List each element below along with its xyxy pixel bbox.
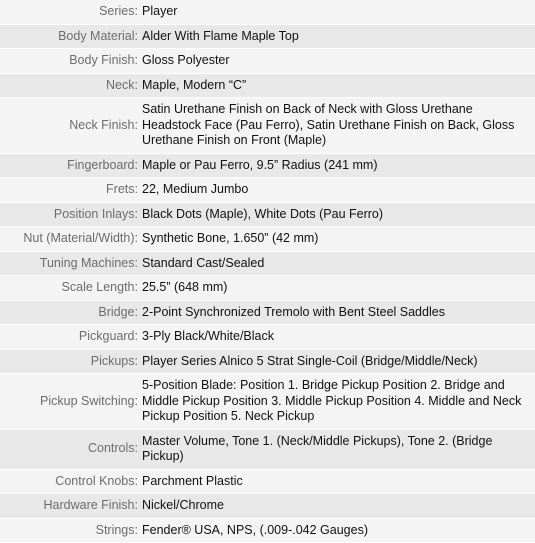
spec-label: Scale Length — [61, 280, 135, 294]
spec-label-cell: Neck: — [0, 73, 140, 98]
spec-row-series — [0, 0, 535, 24]
spec-label: Frets — [106, 182, 135, 196]
spec-label: Controls — [87, 441, 135, 456]
spec-value: Player Series Alnico 5 Strat Single-Coil (Bridge/Middle/Neck) — [140, 349, 535, 374]
spec-label-cell: Pickguard: — [0, 325, 140, 350]
spec-row-controls — [0, 429, 535, 469]
spec-row-pickups — [0, 349, 535, 374]
spec-value: Maple, Modern “C” — [140, 73, 535, 98]
spec-label-cell: Fingerboard: — [0, 153, 140, 178]
spec-label-cell: Bridge: — [0, 300, 140, 325]
spec-value: 25.5” (648 mm) — [140, 276, 535, 301]
spec-label-cell: Controls: — [0, 429, 140, 469]
spec-value: Satin Urethane Finish on Back of Neck with Gloss Urethane Headstock Face (Pau Ferro), Satin Urethane Finish on Back, Gloss Urethane Finish on Front (Maple) — [140, 98, 535, 154]
spec-row-nut — [0, 227, 535, 252]
spec-label-cell: Tuning Machines: — [0, 251, 140, 276]
spec-value: Master Volume, Tone 1. (Neck/Middle Pickups), Tone 2. (Bridge Pickup) — [140, 429, 535, 469]
spec-label-cell: Hardware Finish: — [0, 494, 140, 519]
spec-value: 2-Point Synchronized Tremolo with Bent Steel Saddles — [140, 300, 535, 325]
spec-label: Strings — [95, 522, 135, 537]
spec-label-cell: Nut (Material/Width): — [0, 227, 140, 252]
spec-row-pickup-switching — [0, 374, 535, 430]
spec-value: Synthetic Bone, 1.650” (42 mm) — [140, 227, 535, 252]
spec-label: Tuning Machines — [39, 255, 135, 270]
spec-value: 22, Medium Jumbo — [140, 178, 535, 203]
spec-label: Neck Finish — [69, 117, 135, 132]
spec-label-cell: Strings: — [0, 518, 140, 543]
spec-label-cell: Neck Finish: — [0, 98, 140, 154]
spec-label-cell: Control Knobs: — [0, 469, 140, 494]
spec-value: Nickel/Chrome — [140, 494, 535, 519]
spec-label: Control Knobs — [55, 473, 135, 488]
spec-label: Body Finish — [69, 53, 135, 67]
spec-value: Gloss Polyester — [140, 49, 535, 74]
spec-label: Pickup Switching — [40, 393, 135, 408]
spec-label-cell: Body Material: — [0, 24, 140, 49]
spec-row-neck-finish — [0, 98, 535, 154]
spec-label: Pickups — [90, 353, 135, 368]
spec-label: Neck — [106, 77, 135, 92]
spec-label-cell: Scale Length: — [0, 276, 140, 301]
spec-label: Body Material — [58, 28, 135, 43]
spec-row-frets — [0, 178, 535, 203]
spec-label: Bridge — [98, 304, 135, 319]
spec-row-hardware-finish — [0, 494, 535, 519]
spec-value: Parchment Plastic — [140, 469, 535, 494]
spec-value: 5-Position Blade: Position 1. Bridge Pickup Position 2. Bridge and Middle Pickup Position 3. Middle Pickup Position 4. Middle and Neck Pickup Position 5. Neck Pickup — [140, 374, 535, 430]
spec-row-neck — [0, 73, 535, 98]
spec-row-body-material — [0, 24, 535, 49]
spec-label: Hardware Finish — [43, 498, 135, 512]
spec-row-position-inlays — [0, 202, 535, 227]
spec-row-tuning-machines — [0, 251, 535, 276]
spec-label-cell: Position Inlays: — [0, 202, 140, 227]
spec-value: Player — [140, 0, 535, 24]
spec-row-bridge — [0, 300, 535, 325]
spec-label-cell: Body Finish: — [0, 49, 140, 74]
spec-row-pickguard — [0, 325, 535, 350]
spec-value: 3-Ply Black/White/Black — [140, 325, 535, 350]
spec-label: Nut (Material/Width) — [23, 231, 135, 245]
spec-row-control-knobs — [0, 469, 535, 494]
spec-label-cell: Pickup Switching: — [0, 374, 140, 430]
spec-label-cell: Frets: — [0, 178, 140, 203]
spec-row-scale-length — [0, 276, 535, 301]
spec-row-body-finish — [0, 49, 535, 74]
spec-label: Series — [99, 4, 135, 18]
spec-label-cell: Pickups: — [0, 349, 140, 374]
spec-value: Fender® USA, NPS, (.009-.042 Gauges) — [140, 518, 535, 543]
spec-value: Alder With Flame Maple Top — [140, 24, 535, 49]
spec-label: Fingerboard — [67, 157, 135, 172]
spec-value: Standard Cast/Sealed — [140, 251, 535, 276]
spec-label-cell: Series: — [0, 0, 140, 24]
spec-label: Pickguard — [78, 329, 135, 343]
spec-row-fingerboard — [0, 153, 535, 178]
spec-value: Maple or Pau Ferro, 9.5” Radius (241 mm) — [140, 153, 535, 178]
spec-label: Position Inlays — [53, 206, 135, 221]
spec-value: Black Dots (Maple), White Dots (Pau Ferro) — [140, 202, 535, 227]
